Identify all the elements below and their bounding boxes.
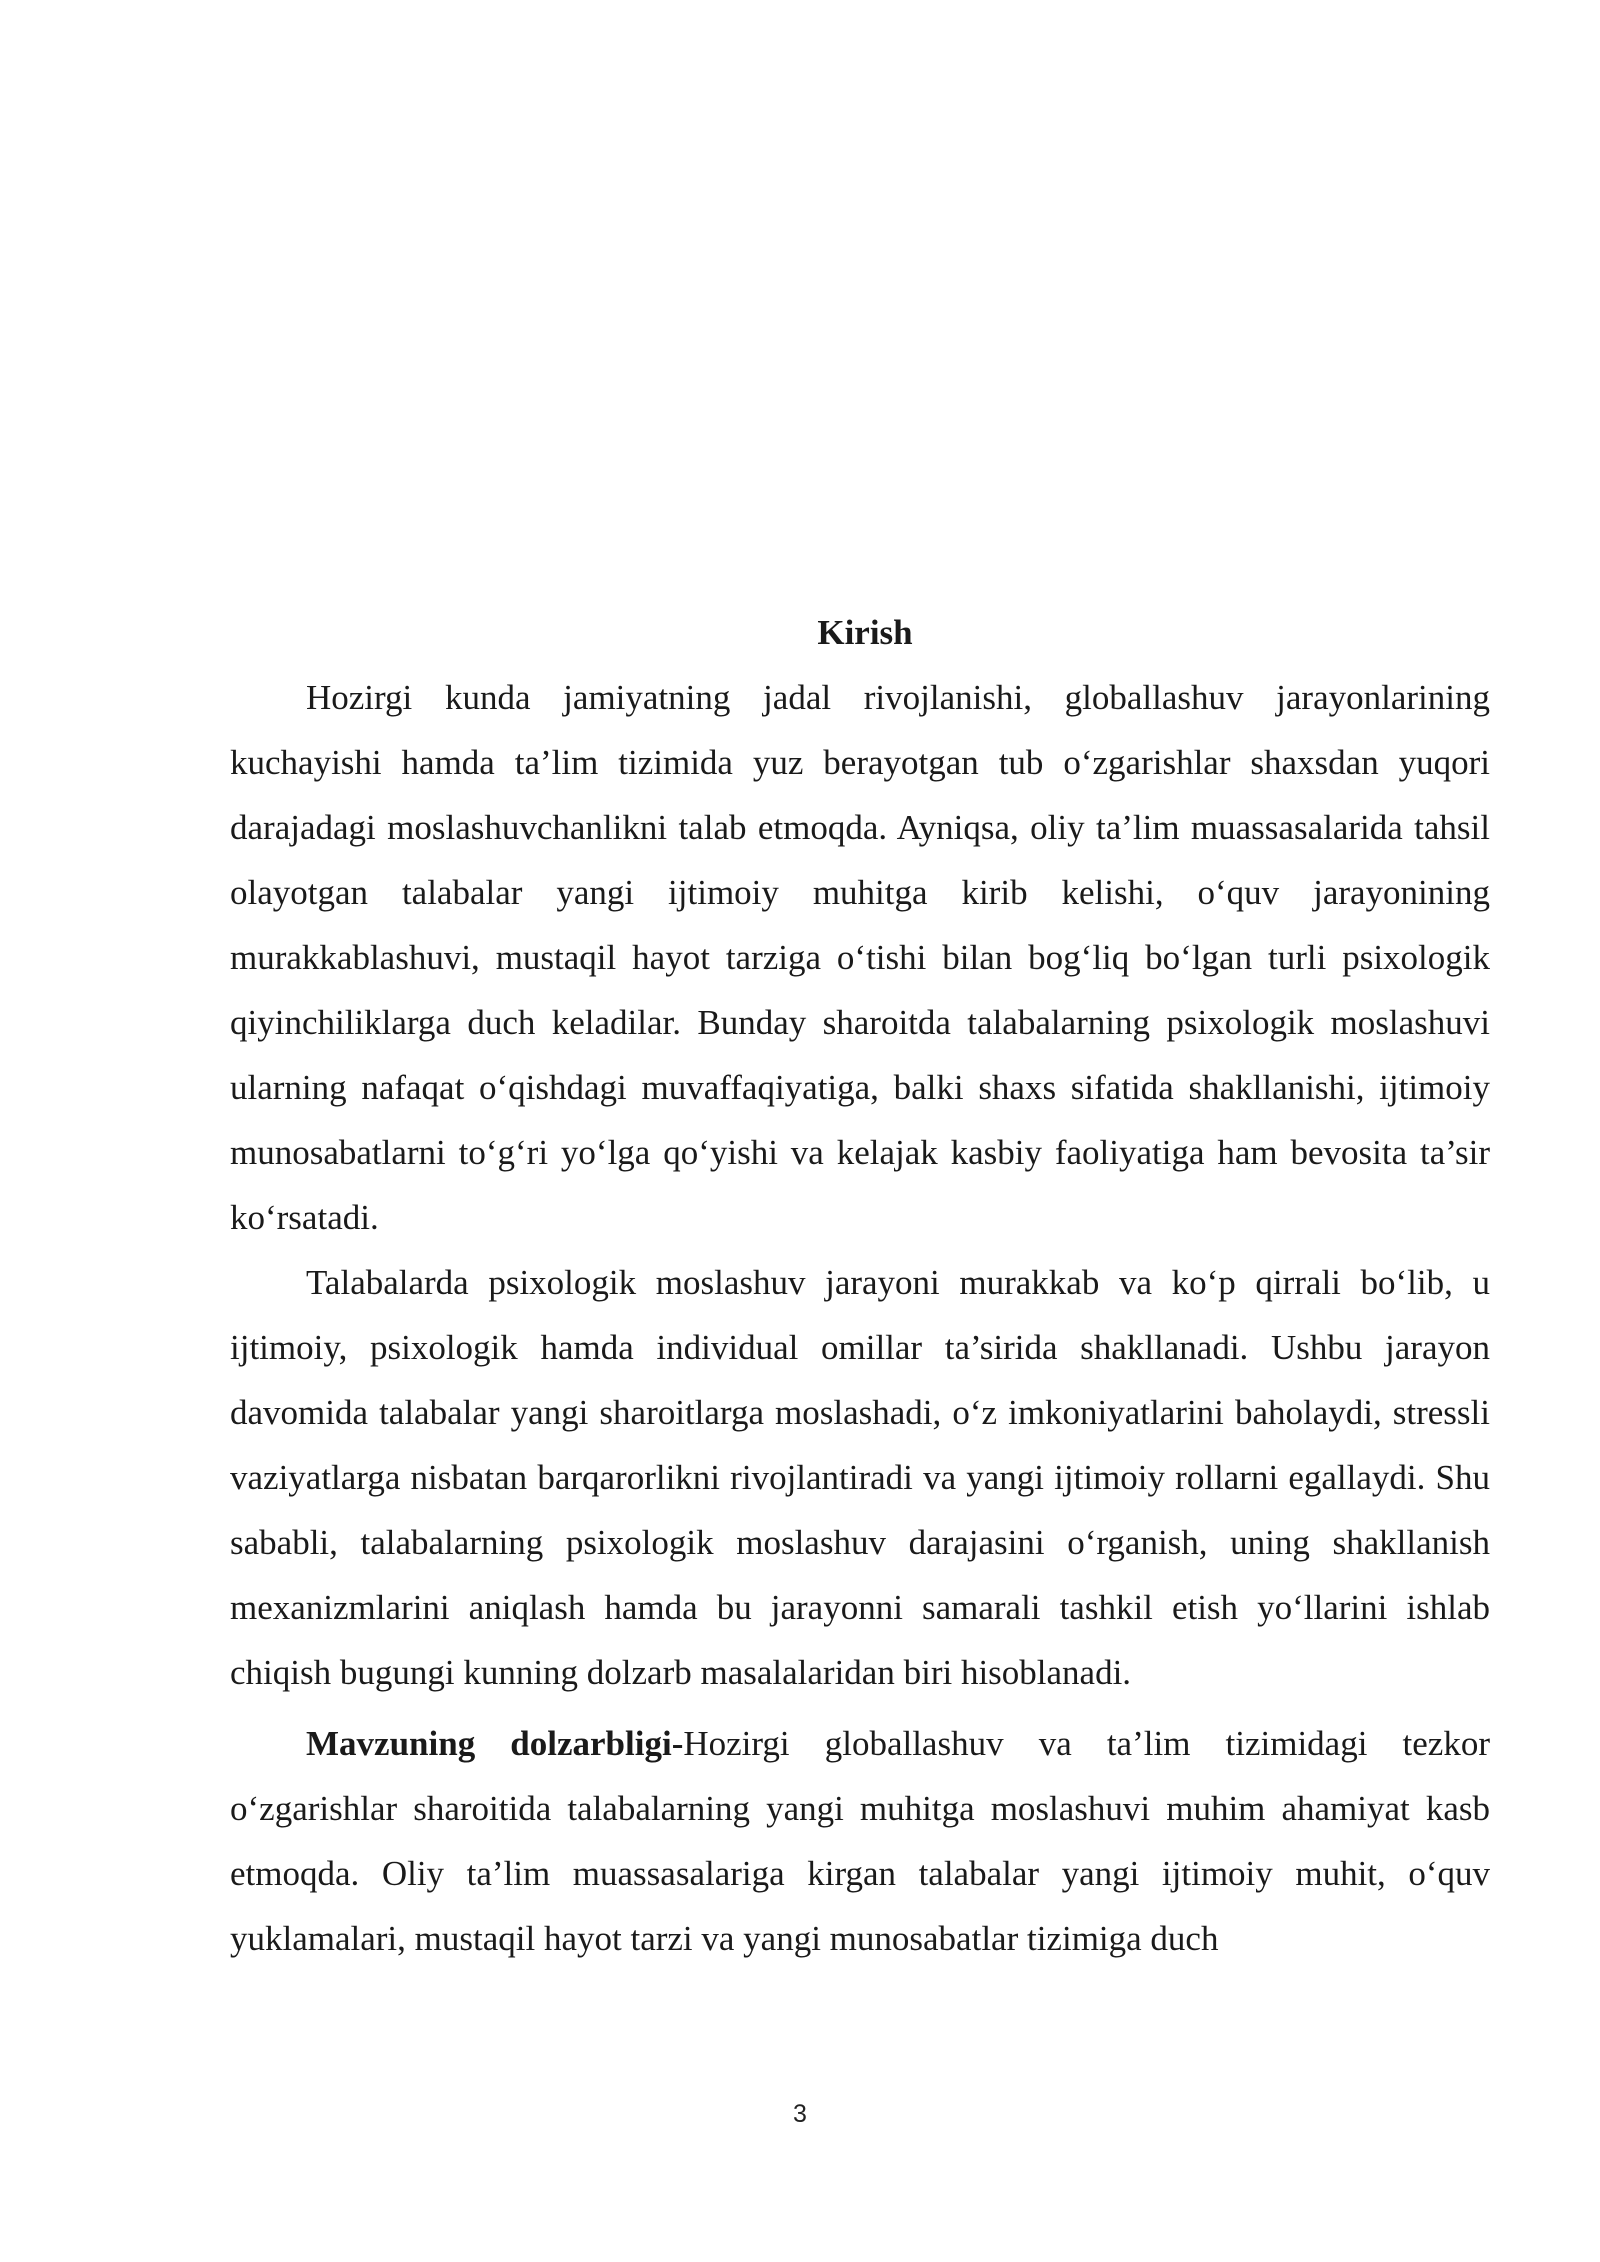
page-content — [230, 600, 1490, 1971]
paragraph-adaptation: Talabalarda psixologik moslashuv jarayoni murakkab va ko‘p qirrali bo‘lib, u ijtimoiy, psixologik hamda individual omillar ta’sirida shakllanadi. Ushbu jarayon davomida talabalar yangi sharoitlarga moslashadi, o‘z imkoniyatlarini baholaydi, stressli vaziyatlarga nisbatan barqarorlikni rivojlantiradi va yangi ijtimoiy rollarni egallaydi. Shu sababli, talabalarning psixologik moslashuv darajasini o‘rganish, uning shakllanish mexanizmlarini aniqlash hamda bu jarayonni samarali tashkil etish yo‘llarini ishlab chiqish bugungi kunning dolzarb masalalaridan biri hisoblanadi. — [230, 1263, 1490, 1692]
page-number: 3 — [793, 2100, 807, 2128]
paragraph-intro: Hozirgi kunda jamiyatning jadal rivojlanishi, globallashuv jarayonlarining kuchayishi hamda ta’lim tizimida yuz berayotgan tub o‘zgarishlar shaxsdan yuqori darajadagi moslashuvchanlikni talab etmoqda. Ayniqsa, oliy ta’lim muassasalarida tahsil olayotgan talabalar yangi ijtimoiy muhitga kirib kelishi, o‘quv jarayonining murakkablashuvi, mustaqil hayot tarziga o‘tishi bilan bog‘liq bo‘lgan turli psixologik qiyinchiliklarga duch keladilar. Bunday sharoitda talabalarning psixologik moslashuvi ularning nafaqat o‘qishdagi muvaffaqiyatiga, balki shaxs sifatida shakllanishi, ijtimoiy munosabatlarni to‘g‘ri yo‘lga qo‘yishi va kelajak kasbiy faoliyatiga ham bevosita ta’sir ko‘rsatadi. — [230, 678, 1490, 1237]
relevance-text: Hozirgi globallashuv va ta’lim tizimidagi tezkor o‘zgarishlar sharoitida talabalarning yangi muhitga moslashuvi muhim ahamiyat kasb etmoqda. Oliy ta’lim muassasalariga kirgan talabalar yangi ijtimoiy muhit, o‘quv yuklamalari, mustaqil hayot tarzi va yangi munosabatlar tizimiga duch — [230, 1724, 1490, 1958]
relevance-lead: Mavzuning dolzarbligi- — [306, 1724, 684, 1763]
paragraph-relevance — [230, 1711, 1490, 1971]
section-heading: Kirish — [817, 613, 913, 652]
